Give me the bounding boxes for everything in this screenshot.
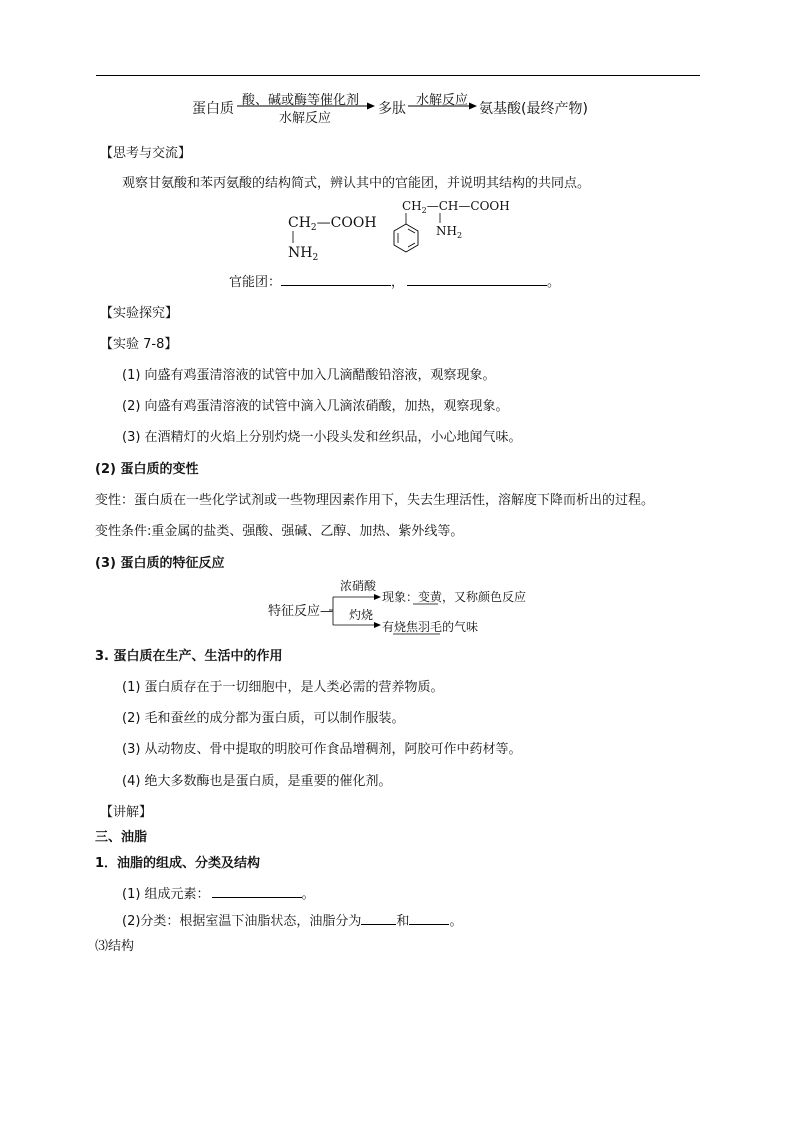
denaturation-definition: 变性：蛋白质在一些化学试剂或一些物理因素作用下，失去生理活性，溶解度下降而析出的过程。 bbox=[95, 493, 655, 508]
char-branch2-result: 有烧焦羽毛的气味 bbox=[382, 620, 479, 634]
char-branch1-result-c: ，又称颜色反应 bbox=[442, 590, 527, 604]
fats-item-2-and: 和 bbox=[396, 914, 410, 929]
fats-item-2-label: (2)分类：根据室温下油脂状态，油脂分为 bbox=[122, 914, 362, 929]
roles-item-2: (2) 毛和蚕丝的成分都为蛋白质，可以制作服装。 bbox=[122, 711, 405, 726]
fats-item-3: ⑶结构 bbox=[95, 939, 135, 954]
char-branch1-result-a: 现象： bbox=[382, 590, 419, 604]
experiment-title: 【实验 7-8】 bbox=[100, 337, 178, 352]
state-blank-2[interactable] bbox=[409, 912, 449, 925]
explain-heading: 【讲解】 bbox=[100, 805, 153, 820]
fats-item-1-end: 。 bbox=[301, 887, 315, 902]
hydrolysis-end: 氨基酸(最终产物) bbox=[479, 101, 588, 117]
char-branch2-reagent: 灼烧 bbox=[349, 608, 374, 622]
think-question: 观察甘氨酸和苯丙氨酸的结构简式，辨认其中的官能团，并说明其结构的共同点。 bbox=[122, 176, 591, 191]
svg-text:现象：变黄，又称颜色反应 bbox=[382, 589, 526, 604]
hydrolysis-middle: 多肽 bbox=[378, 101, 406, 117]
hydrolysis-start: 蛋白质 bbox=[192, 101, 234, 117]
roles-heading: 3. 蛋白质在生产、生活中的作用 bbox=[95, 649, 283, 664]
svg-text:CH2—COOH: $CH_2—COOH$ bbox=[288, 215, 377, 233]
characteristic-heading: (3) 蛋白质的特征反应 bbox=[95, 556, 225, 571]
experiment-item-2: (2) 向盛有鸡蛋清溶液的试管中滴入几滴浓硝酸，加热，观察现象。 bbox=[122, 399, 509, 414]
fats-item-2 bbox=[122, 912, 462, 928]
hydrolysis-arrow1-top: 酸、碱或酶等催化剂 bbox=[242, 93, 360, 108]
roles-item-1: (1) 蛋白质存在于一切细胞中，是人类必需的营养物质。 bbox=[122, 680, 444, 695]
char-branch1-reagent: 浓硝酸 bbox=[340, 579, 377, 593]
fats-item-1-label: (1) 组成元素： bbox=[122, 887, 210, 902]
svg-text:NH2: $NH_2$ bbox=[436, 224, 463, 240]
char-root: 特征反应— bbox=[268, 604, 334, 619]
fats-subheading: 1．油脂的组成、分类及结构 bbox=[95, 856, 261, 871]
fats-section-title: 三、油脂 bbox=[95, 830, 148, 845]
hydrolysis-arrow2-top: 水解反应 bbox=[416, 93, 469, 108]
experiment-item-1: (1) 向盛有鸡蛋清溶液的试管中加入几滴醋酸铅溶液，观察现象。 bbox=[122, 368, 496, 383]
svg-text:CH2—CH—COOH: $CH_2—CH—COOH$ bbox=[402, 199, 510, 215]
fg-comma: ， bbox=[391, 275, 405, 290]
roles-item-3: (3) 从动物皮、骨中提取的明胶可作食品增稠剂，阿胶可作中药材等。 bbox=[122, 742, 522, 757]
char-branch1-result-b: 变黄 bbox=[418, 590, 443, 604]
denaturation-heading: (2) 蛋白质的变性 bbox=[95, 462, 199, 477]
state-blank-1[interactable] bbox=[361, 912, 396, 925]
denaturation-conditions: 变性条件:重金属的盐类、强酸、强碱、乙醇、加热、紫外线等。 bbox=[95, 524, 464, 539]
experiment-item-3: (3) 在酒精灯的火焰上分别灼烧一小段头发和丝织品，小心地闻气味。 bbox=[122, 430, 522, 445]
fg-period: 。 bbox=[547, 275, 561, 290]
svg-text:NH2: $NH_2$ bbox=[288, 245, 319, 263]
think-heading: 【思考与交流】 bbox=[100, 146, 192, 161]
hydrolysis-arrow1-bottom: 水解反应 bbox=[279, 111, 332, 126]
fg-label: 官能团： bbox=[229, 275, 282, 290]
elements-blank[interactable] bbox=[212, 885, 302, 898]
experiment-heading: 【实验探究】 bbox=[100, 306, 179, 321]
fats-item-1 bbox=[122, 885, 315, 901]
roles-item-4: (4) 绝大多数酶也是蛋白质，是重要的催化剂。 bbox=[122, 774, 392, 789]
fats-item-2-end: 。 bbox=[449, 914, 463, 929]
